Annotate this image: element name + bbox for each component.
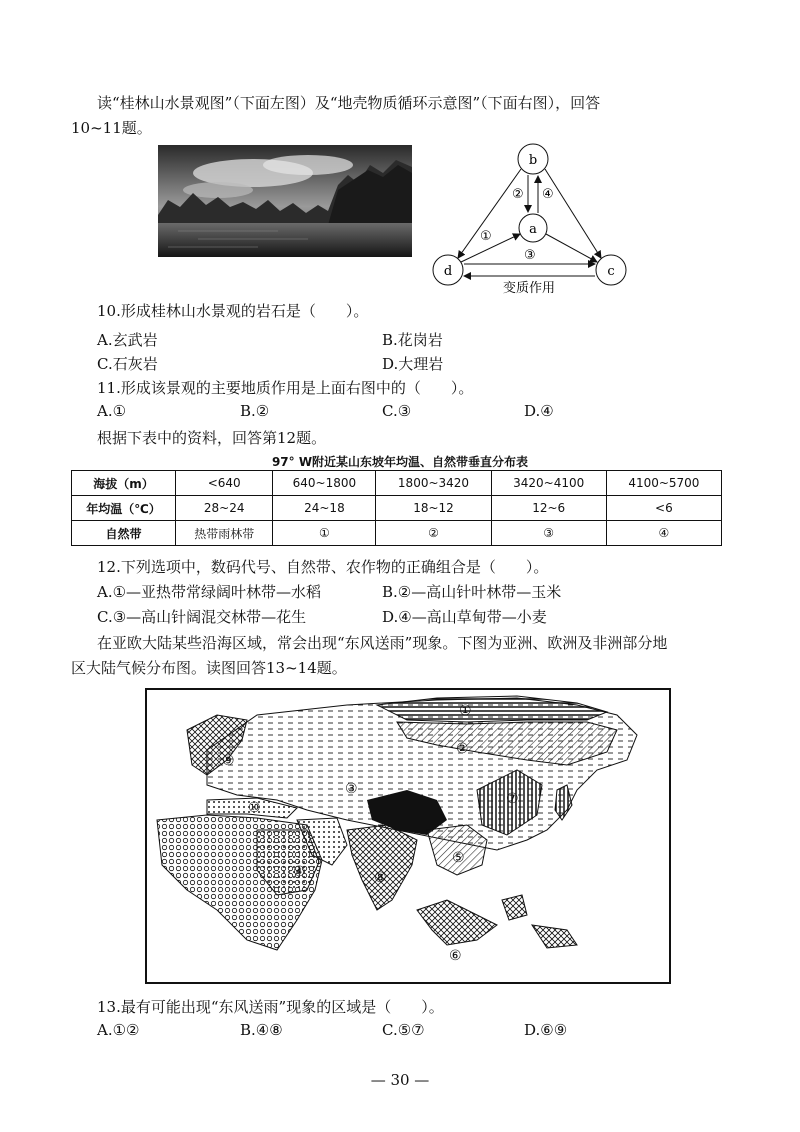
table-row xyxy=(72,496,722,521)
row-header: 自然带 xyxy=(72,521,176,546)
intro-text-line1: 读“桂林山水景观图”（下面左图）及“地壳物质循环示意图”（下面右图），回答 xyxy=(97,94,601,112)
climate-map xyxy=(145,688,671,984)
map-label-5: ⑤ xyxy=(452,850,465,866)
q11-stem: 11.形成该景观的主要地质作用是上面右图中的（ ）。 xyxy=(97,379,474,397)
q10-option-c: C.石灰岩 xyxy=(97,355,158,373)
table-row xyxy=(72,471,722,496)
q11-option-d: D.④ xyxy=(524,402,554,420)
map-label-7: ⑦ xyxy=(506,791,519,807)
row-header: 海拔（m） xyxy=(72,471,176,496)
q13-option-a: A.①② xyxy=(97,1021,140,1039)
node-c-label: c xyxy=(607,264,615,279)
arrow-b-to-d xyxy=(458,169,521,258)
guilin-landscape-photo xyxy=(158,145,412,257)
table-cell: <640 xyxy=(176,471,273,496)
arrow-label-4: ④ xyxy=(542,187,554,202)
map-label-8: ⑧ xyxy=(374,870,387,886)
table-cell: ④ xyxy=(606,521,721,546)
table-cell: ① xyxy=(273,521,376,546)
q10-stem: 10.形成桂林山水景观的岩石是（ ）。 xyxy=(97,302,369,320)
arrow-a-to-c xyxy=(546,234,597,262)
q12-option-a: A.①—亚热带常绿阔叶林带—水稻 xyxy=(97,583,322,601)
table-cell: 18~12 xyxy=(376,496,491,521)
node-a-label: a xyxy=(529,222,537,237)
map-label-3: ③ xyxy=(345,781,358,797)
table-row xyxy=(72,521,722,546)
intro-text-line2: 10~11题。 xyxy=(71,119,152,137)
row-header: 年均温（℃） xyxy=(72,496,176,521)
map-label-1: ① xyxy=(459,703,472,719)
q12-option-b: B.②—高山针叶林带—玉米 xyxy=(382,583,562,601)
altitude-zone-table xyxy=(71,470,722,546)
intro3-line1: 在亚欧大陆某些沿海区域，常会出现“东风送雨”现象。下图为亚洲、欧洲及非洲部分地 xyxy=(97,634,668,652)
crust-material-cycle-diagram xyxy=(428,142,634,296)
arrow-label-2: ② xyxy=(512,187,524,202)
intro3-line2: 区大陆气候分布图。读图回答13~14题。 xyxy=(71,659,347,677)
map-label-10: ⑩ xyxy=(248,800,261,816)
q11-option-c: C.③ xyxy=(382,402,412,420)
q13-option-c: C.⑤⑦ xyxy=(382,1021,425,1039)
table-cell: 28~24 xyxy=(176,496,273,521)
q10-option-d: D.大理岩 xyxy=(382,355,444,373)
table-cell: <6 xyxy=(606,496,721,521)
page-number: — 30 — xyxy=(370,1071,430,1089)
map-label-2: ② xyxy=(456,741,469,757)
metamorphism-label: 变质作用 xyxy=(502,281,556,296)
arrow-label-3: ③ xyxy=(524,248,536,263)
map-label-4: ④ xyxy=(293,864,306,880)
intro2-text: 根据下表中的资料，回答第12题。 xyxy=(97,429,327,447)
table-cell: ③ xyxy=(491,521,606,546)
table-cell: 12~6 xyxy=(491,496,606,521)
table-cell: ② xyxy=(376,521,491,546)
q12-option-d: D.④—高山草甸带—小麦 xyxy=(382,608,547,626)
node-b-label: b xyxy=(528,153,538,168)
table-title: 97° W附近某山东坡年均温、自然带垂直分布表 xyxy=(271,455,529,469)
q12-stem: 12.下列选项中，数码代号、自然带、农作物的正确组合是（ ）。 xyxy=(97,558,549,576)
arrow-b-to-c xyxy=(545,169,601,258)
node-d-label: d xyxy=(443,264,453,279)
q13-stem: 13.最有可能出现“东风送雨”现象的区域是（ ）。 xyxy=(97,998,444,1016)
table-cell: 24~18 xyxy=(273,496,376,521)
table-cell: 热带雨林带 xyxy=(176,521,273,546)
q13-option-d: D.⑥⑨ xyxy=(524,1021,568,1039)
table-cell: 640~1800 xyxy=(273,471,376,496)
table-cell: 3420~4100 xyxy=(491,471,606,496)
arrow-label-1: ① xyxy=(480,229,492,244)
q11-option-b: B.② xyxy=(240,402,270,420)
q10-option-a: A.玄武岩 xyxy=(97,331,158,349)
table-cell: 1800~3420 xyxy=(376,471,491,496)
q13-option-b: B.④⑧ xyxy=(240,1021,283,1039)
q11-option-a: A.① xyxy=(97,402,127,420)
q10-option-b: B.花岗岩 xyxy=(382,331,443,349)
table-cell: 4100~5700 xyxy=(606,471,721,496)
map-label-6: ⑥ xyxy=(449,948,462,964)
map-label-9: ⑨ xyxy=(222,753,235,769)
q12-option-c: C.③—高山针阔混交林带—花生 xyxy=(97,608,307,626)
